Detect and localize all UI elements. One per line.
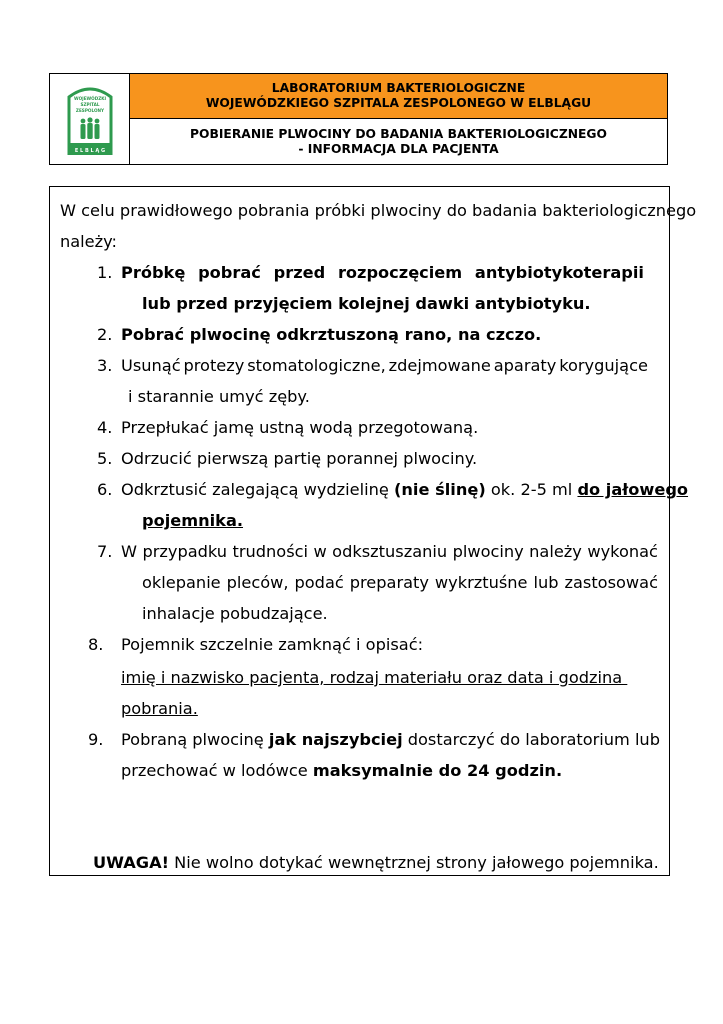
step-3-line-1 — [121, 356, 648, 375]
org-line-2: WOJEWÓDZKIEGO SZPITALA ZESPOLONEGO W ELBLĄGU — [205, 96, 592, 110]
warning-text: Nie wolno dotykać wewnętrznej strony jałowego pojemnika. — [174, 853, 659, 872]
step-6-line-2: pojemnika. — [142, 511, 244, 530]
org-line-1: LABORATORIUM BAKTERIOLOGICZNE — [271, 81, 526, 95]
warning-label: UWAGA! — [93, 853, 169, 872]
step-3-word: Usunąć — [121, 356, 181, 375]
instructions-box — [49, 186, 697, 876]
step-7-word: przypadku — [142, 542, 228, 561]
step-8-line-1: Pojemnik szczelnie zamknąć i opisać: — [121, 635, 424, 654]
step-1-word: antybiotykoterapii — [474, 263, 644, 282]
step-9-word: laboratorium — [525, 730, 630, 749]
step-7-word: preparaty — [349, 573, 429, 592]
step-7-line-1 — [121, 542, 658, 561]
step-7-word: plwociny — [452, 542, 524, 561]
step-7-word: pleców, — [226, 573, 289, 592]
step-2-number: 2. — [97, 325, 113, 344]
step-3-word: protezy — [183, 356, 245, 375]
step-7-word: wykrztuśne — [434, 573, 528, 592]
step-7-word: trudności — [232, 542, 309, 561]
step-7-word: w — [313, 542, 327, 561]
intro-line-1: W celu prawidłowego pobrania próbki plwociny do badania bakteriologicznego — [60, 201, 697, 220]
step-9-word: lub — [634, 730, 660, 749]
step-6-bold: (nie ślinę) — [394, 480, 486, 499]
step-3-word: korygujące — [559, 356, 648, 375]
step-8-line-2: imię i nazwisko pacjenta, rodzaj materiału oraz data i godzina — [121, 668, 628, 687]
logo-text-top: WOJEWÓDZKI — [73, 96, 106, 101]
hospital-logo-icon — [65, 81, 115, 157]
title-line-1: POBIERANIE PLWOCINY DO BADANIA BAKTERIOLOGICZNEGO — [190, 126, 607, 141]
step-1-word: przed — [273, 263, 326, 282]
logo-text-bottom: E L B L Ą G — [74, 148, 105, 154]
step-9-word: plwocinę — [192, 730, 264, 749]
step-9-number: 9. — [88, 730, 104, 749]
logo-text-mid2: ZESPOLONY — [75, 108, 104, 113]
step-1-line-2: lub przed przyjęciem kolejnej dawki antybiotyku. — [142, 294, 591, 313]
step-7-word: zastosować — [564, 573, 658, 592]
step-9-line-2 — [121, 761, 562, 780]
step-5-text: Odrzucić pierwszą partię porannej plwociny. — [121, 449, 478, 468]
step-7-word: W — [121, 542, 138, 561]
step-3-line-2: i starannie umyć zęby. — [128, 387, 310, 406]
step-8-line-3: pobrania. — [121, 699, 198, 718]
step-3-word: aparaty — [493, 356, 557, 375]
step-1-line-1 — [121, 263, 644, 282]
step-7-word: podać — [294, 573, 344, 592]
step-9-word: Pobraną — [121, 730, 188, 749]
step-9-word: dostarczyć — [407, 730, 495, 749]
step-7-word: oklepanie — [142, 573, 221, 592]
step-7-line-3: inhalacje pobudzające. — [142, 604, 328, 623]
document-header — [49, 73, 668, 165]
step-9-bold-limit: maksymalnie do 24 godzin. — [312, 761, 563, 780]
step-7-word: należy — [529, 542, 582, 561]
step-7-word: odksztuszaniu — [332, 542, 448, 561]
title-line-2: - INFORMACJA DLA PACJENTA — [298, 141, 499, 156]
step-4-text: Przepłukać jamę ustną wodą przegotowaną. — [121, 418, 479, 437]
laboratory-name — [130, 74, 667, 119]
step-5-number: 5. — [97, 449, 113, 468]
step-6-line-1 — [121, 480, 688, 499]
step-6-number: 6. — [97, 480, 113, 499]
step-6-underlined: do jałowego — [577, 480, 689, 499]
step-7-number: 7. — [97, 542, 113, 561]
hospital-logo — [50, 74, 130, 164]
step-8-number: 8. — [88, 635, 104, 654]
logo-text-mid1: SZPITAL — [79, 102, 100, 107]
step-7-word: lub — [533, 573, 559, 592]
step-2-text: Pobrać plwocinę odkrztuszoną rano, na czczo. — [121, 325, 542, 344]
step-3-number: 3. — [97, 356, 113, 375]
step-9-text: przechować w lodówce — [121, 761, 308, 780]
step-4-number: 4. — [97, 418, 113, 437]
step-9-line-1 — [121, 730, 660, 749]
step-3-word: zdejmowane — [388, 356, 491, 375]
step-6-amount: ok. 2-5 ml — [490, 480, 573, 499]
warning-note — [93, 853, 659, 872]
step-9-word: do — [499, 730, 521, 749]
step-1-word: pobrać — [198, 263, 261, 282]
intro-line-2: należy: — [60, 232, 117, 251]
step-1-number: 1. — [97, 263, 113, 282]
step-1-word: Próbkę — [121, 263, 186, 282]
step-1-word: rozpoczęciem — [337, 263, 463, 282]
step-9-bold: jak najszybciej — [268, 730, 403, 749]
document-title — [130, 119, 667, 164]
step-6-text: Odkrztusić zalegającą wydzielinę — [121, 480, 389, 499]
step-7-line-2 — [142, 573, 658, 592]
step-3-word: stomatologiczne, — [247, 356, 386, 375]
step-7-word: wykonać — [587, 542, 658, 561]
